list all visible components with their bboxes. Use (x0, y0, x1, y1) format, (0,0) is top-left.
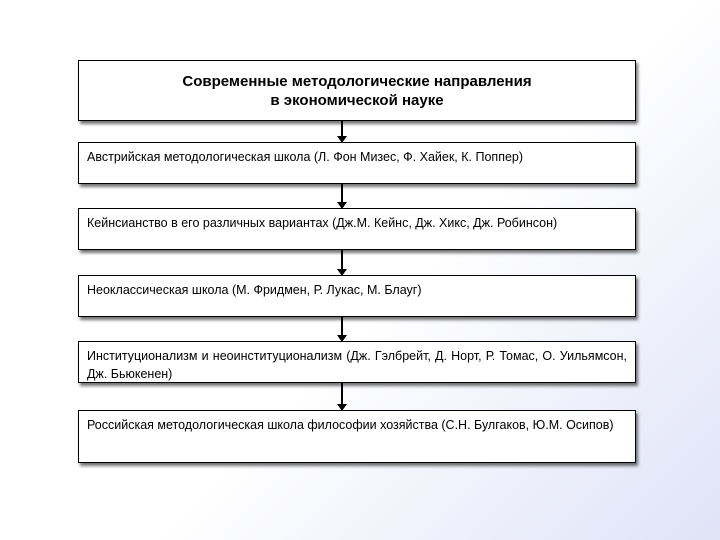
school-box-austrian (78, 142, 636, 184)
connector-arrow-1 (341, 121, 343, 142)
diagram-title-line-2: в экономической науке (270, 91, 444, 109)
connector-arrow-2 (341, 184, 343, 208)
school-label-neoclassical: Неоклассическая школа (М. Фридмен, Р. Лукас, М. Блауг) (87, 283, 422, 297)
school-box-institutional (78, 341, 636, 383)
connector-arrow-3 (341, 250, 343, 275)
school-label-austrian: Австрийская методологическая школа (Л. Фон Мизес, Ф. Хайек, К. Поппер) (87, 150, 524, 164)
school-box-neoclassical (78, 275, 636, 317)
connector-arrow-5 (341, 383, 343, 410)
school-label-russian: Российская методологическая школа философии хозяйства (С.Н. Булгаков, Ю.М. Осипов) (87, 418, 614, 432)
school-box-russian (78, 410, 636, 463)
school-label-keynesian: Кейнсианство в его различных вариантах (Дж.М. Кейнс, Дж. Хикс, Дж. Робинсон) (87, 216, 558, 230)
connector-arrow-4 (341, 317, 343, 341)
school-label-institutional: Институционализм и неоинституционализм (Дж. Гэлбрейт, Д. Норт, Р. Томас, О. Уильямсон, Дж. Бьюкенен) (87, 349, 627, 381)
diagram-title-line-1: Современные методологические направления (182, 72, 532, 90)
diagram-title-box (78, 60, 636, 121)
school-box-keynesian (78, 208, 636, 250)
